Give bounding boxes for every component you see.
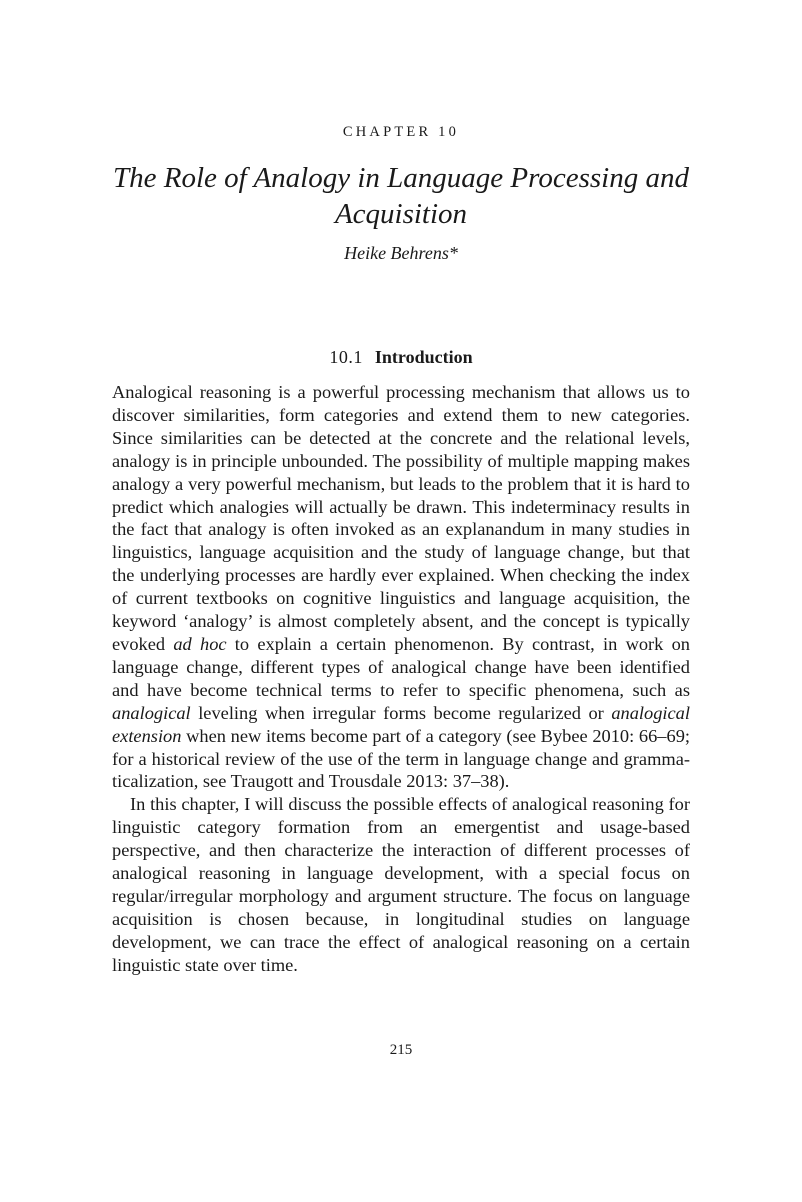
page-number: 215 [389,1042,413,1058]
paragraph-2: In this chapter, I will discuss the possible effects of analogical reasoning for linguistic category formation from an emergentist and usage-based perspective, and then characterize the interaction of different processes of analogical reasoning in language development, with a special focus on regular/irregular morphology and argument structure. The focus on language acquisition is chosen because, in longitudinal studies on language development, we can trace the effect of analogical reasoning on a certain linguistic state over time. [112,794,690,975]
chapter-author: Heike Behrens* [344,243,458,263]
italic-analogical: analogical [112,702,191,723]
paragraph-1-text-a: Analogical reasoning is a powerful processing mechanism that allows us to discover similarities, form categories and extend them to new categories. Since similarities can be detected at the concrete and the relational levels, analogy is in principle unbounded. The possibility of multiple mapping makes analogy a very powerful mechanism, but leads to the problem that it is hard to predict which analogies will actually be drawn. This indeterminacy results in the fact that analogy is often invoked as an explanandum in many studies in linguistics, language acquisition and the study of language change, but that the underlying processes are hardly ever explained. When checking the index of current textbooks on cognitive linguistics and language acquisition, the keyword ‘analogy’ is almost completely absent, and the concept is typically evoked [112,382,690,654]
italic-ad-hoc: ad hoc [173,633,227,654]
paragraph-1 [112,381,690,793]
section-number: 10.1 [329,347,363,367]
section-heading [0,347,802,368]
chapter-title: The Role of Analogy in Language Processing and Acquisition [113,162,689,230]
body-text [112,381,690,977]
paragraph-1-text-b: to explain a certain phenomenon. By contrast, in work on language change, different types of analogical change have been identified and have become technical terms to refer to specific phenomena, such as [112,633,690,700]
section-title: Introduction [374,347,473,367]
paragraph-1-text-c: leveling when irregular forms become regularized or [190,702,612,723]
italic-analogical-extension: analogical extension [112,702,690,746]
paragraph-1-text-d: when new items become part of a category (see Bybee 2010: 66–69; for a historical review of the use of the term in language change and grammaticalization, see Traugott and Trousdale 2013: 37–38). [112,725,690,792]
chapter-label: CHAPTER 10 [342,124,460,140]
